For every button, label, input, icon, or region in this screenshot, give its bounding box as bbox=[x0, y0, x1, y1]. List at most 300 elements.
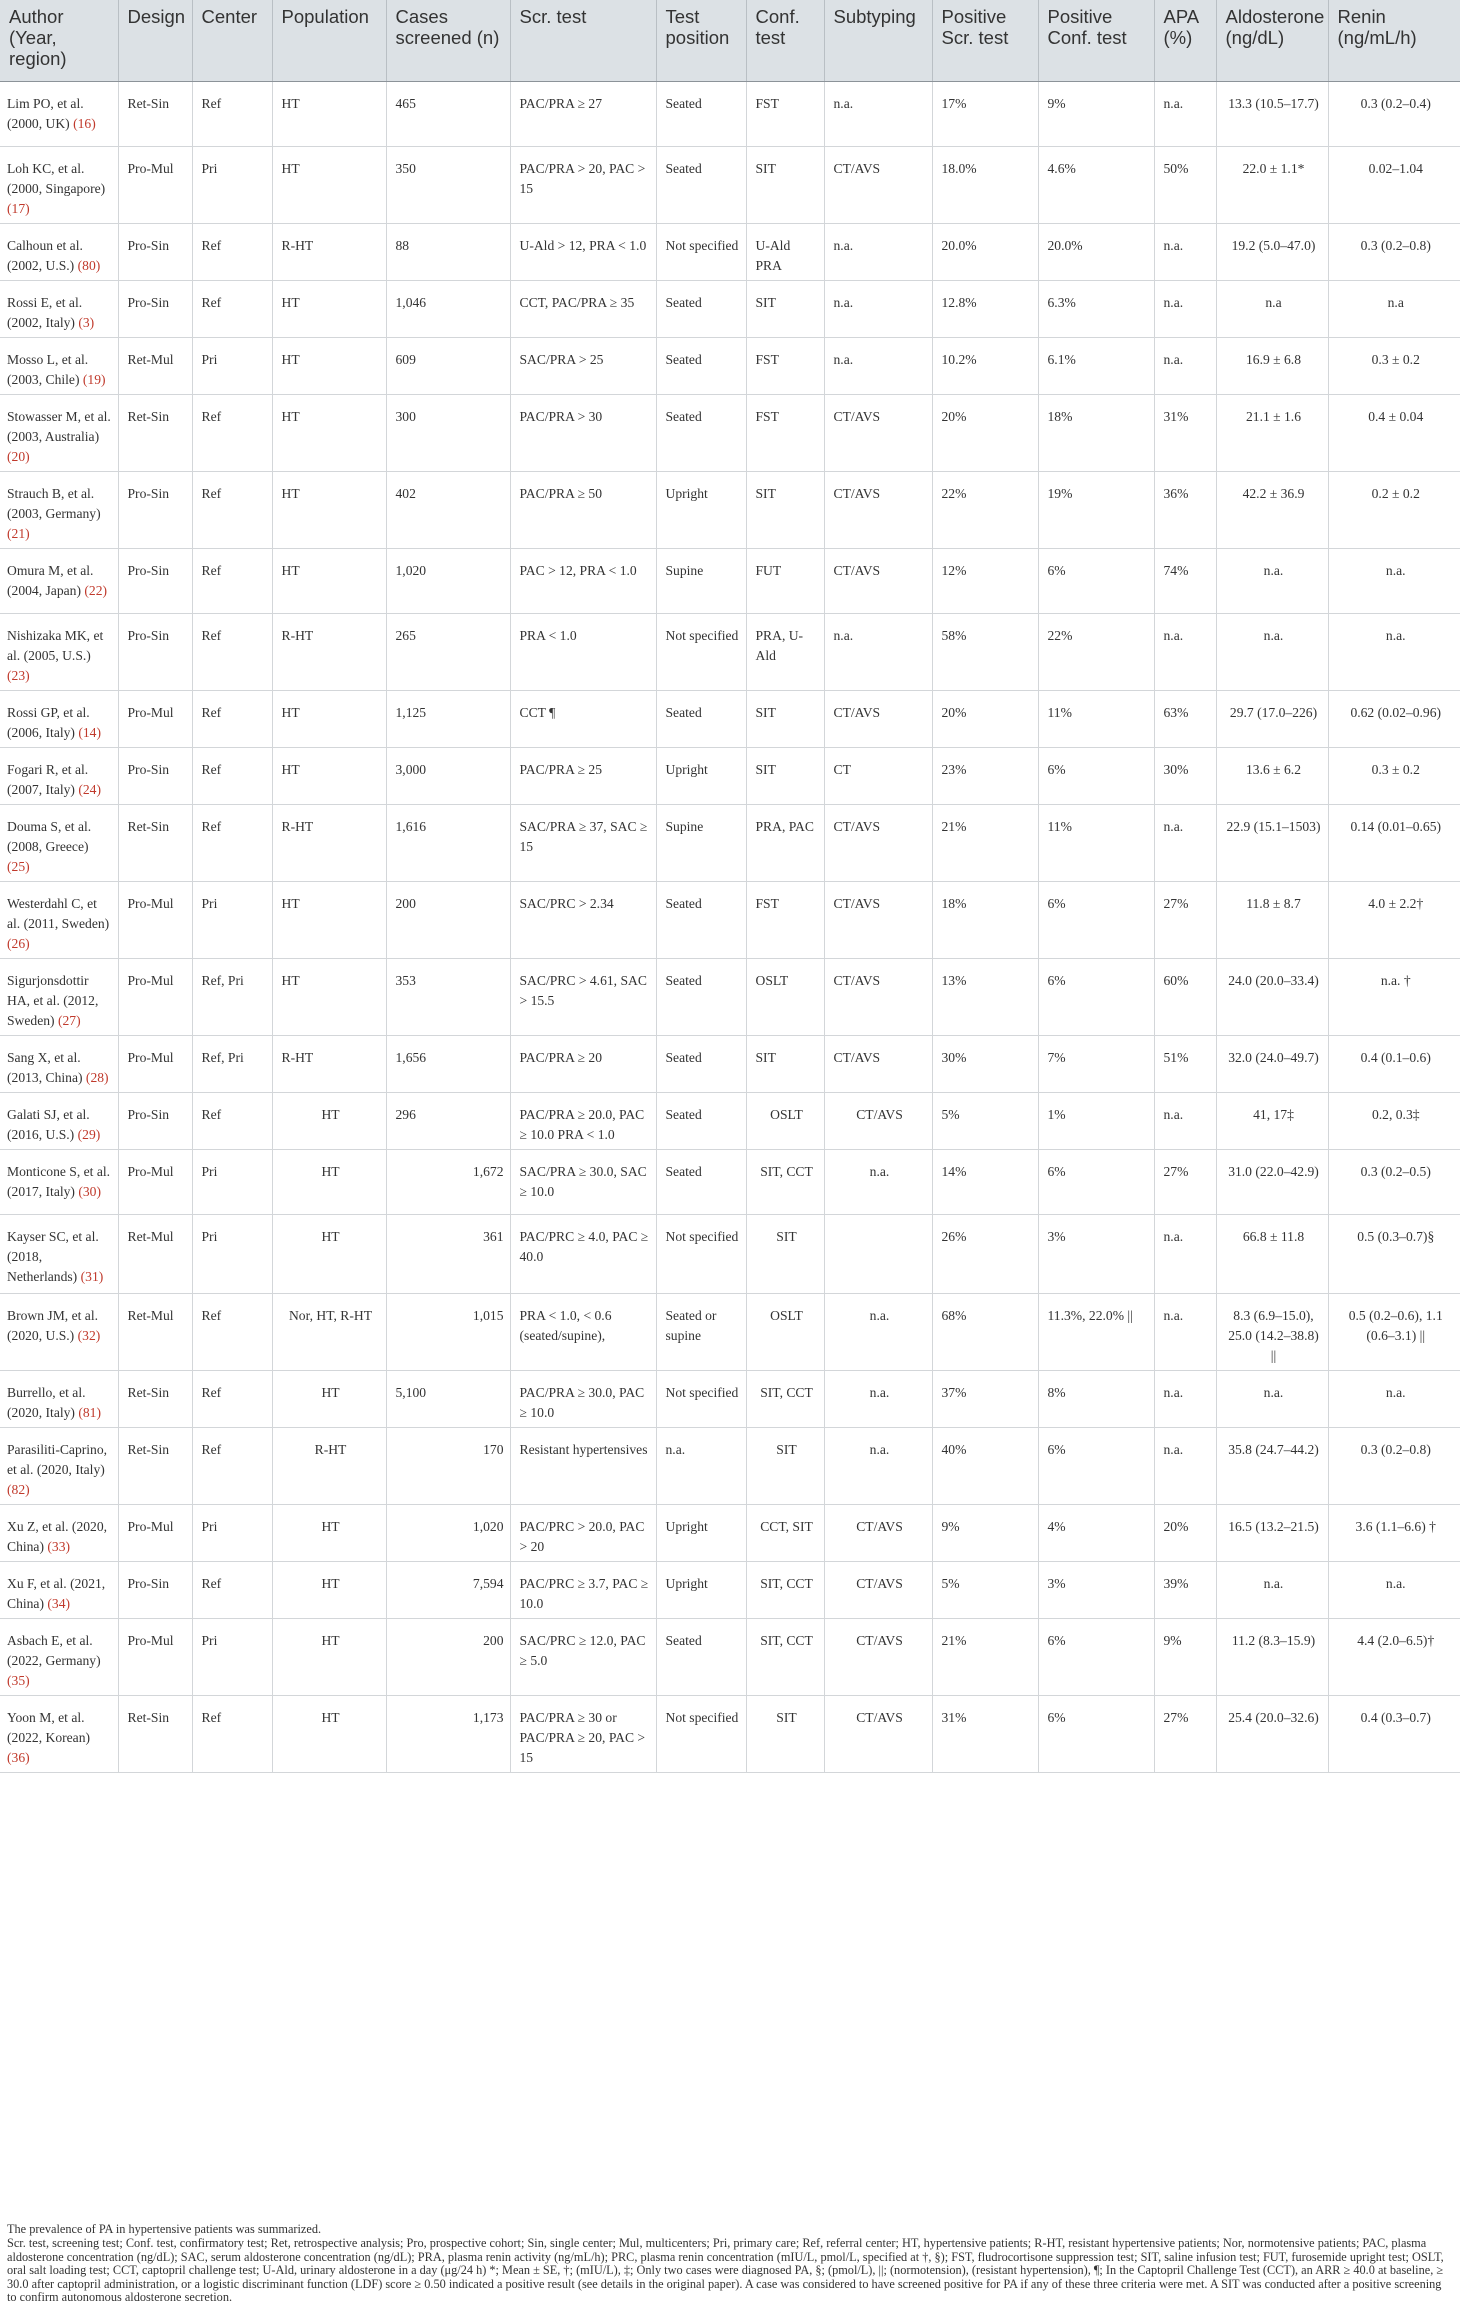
subtyping-cell: n.a. bbox=[824, 337, 932, 394]
reference-link[interactable]: (35) bbox=[7, 1672, 30, 1688]
cases-cell: 1,173 bbox=[386, 1695, 510, 1772]
center-cell: Pri bbox=[192, 146, 272, 223]
design-cell: Pro-Mul bbox=[118, 881, 192, 958]
aldosterone-cell: 22.0 ± 1.1* bbox=[1216, 146, 1328, 223]
positive-screening-cell: 10.2% bbox=[932, 337, 1038, 394]
aldosterone-cell: n.a. bbox=[1216, 548, 1328, 613]
author-text: Monticone S, et al. (2017, Italy) bbox=[7, 1163, 111, 1199]
center-cell: Pri bbox=[192, 1504, 272, 1561]
column-header: Scr. test bbox=[510, 0, 656, 81]
test-position-cell: Seated bbox=[656, 1618, 746, 1695]
author-cell bbox=[0, 881, 118, 958]
apa-cell: 51% bbox=[1154, 1035, 1216, 1092]
reference-link[interactable]: (22) bbox=[84, 582, 108, 598]
table-row bbox=[0, 1092, 1460, 1149]
test-position-cell: Upright bbox=[656, 1561, 746, 1618]
aldosterone-cell: n.a. bbox=[1216, 613, 1328, 690]
author-text: Douma S, et al. (2008, Greece) bbox=[7, 818, 92, 854]
apa-cell: 63% bbox=[1154, 690, 1216, 747]
apa-cell: n.a. bbox=[1154, 1214, 1216, 1293]
positive-confirmatory-cell: 3% bbox=[1038, 1214, 1154, 1293]
center-cell: Ref bbox=[192, 81, 272, 146]
column-header: Population bbox=[272, 0, 386, 81]
positive-screening-cell: 30% bbox=[932, 1035, 1038, 1092]
aldosterone-cell: n.a bbox=[1216, 280, 1328, 337]
center-cell: Ref bbox=[192, 1370, 272, 1427]
design-cell: Pro-Sin bbox=[118, 280, 192, 337]
test-position-cell: Seated bbox=[656, 881, 746, 958]
author-text: Loh KC, et al. (2000, Singapore) bbox=[7, 160, 106, 196]
aldosterone-cell: 25.4 (20.0–32.6) bbox=[1216, 1695, 1328, 1772]
cases-cell: 3,000 bbox=[386, 747, 510, 804]
screening-test-cell: SAC/PRA ≥ 30.0, SAC ≥ 10.0 bbox=[510, 1149, 656, 1214]
table-row bbox=[0, 81, 1460, 146]
apa-cell: 74% bbox=[1154, 548, 1216, 613]
author-cell bbox=[0, 1214, 118, 1293]
author-cell bbox=[0, 1695, 118, 1772]
positive-confirmatory-cell: 6.1% bbox=[1038, 337, 1154, 394]
column-header: Aldosterone (ng/dL) bbox=[1216, 0, 1328, 81]
cases-cell: 1,616 bbox=[386, 804, 510, 881]
aldosterone-cell: 16.5 (13.2–21.5) bbox=[1216, 1504, 1328, 1561]
screening-test-cell: CCT, PAC/PRA ≥ 35 bbox=[510, 280, 656, 337]
cases-cell: 7,594 bbox=[386, 1561, 510, 1618]
subtyping-cell: CT/AVS bbox=[824, 394, 932, 471]
renin-cell: 0.14 (0.01–0.65) bbox=[1328, 804, 1460, 881]
aldosterone-cell: 11.8 ± 8.7 bbox=[1216, 881, 1328, 958]
column-header: Positive Conf. test bbox=[1038, 0, 1154, 81]
positive-confirmatory-cell: 1% bbox=[1038, 1092, 1154, 1149]
population-cell: R-HT bbox=[272, 1035, 386, 1092]
table-row bbox=[0, 747, 1460, 804]
reference-link[interactable]: (36) bbox=[7, 1749, 30, 1765]
aldosterone-cell: 13.3 (10.5–17.7) bbox=[1216, 81, 1328, 146]
author-cell bbox=[0, 223, 118, 280]
author-cell bbox=[0, 1035, 118, 1092]
reference-link[interactable]: (29) bbox=[77, 1126, 101, 1142]
renin-cell: 0.3 ± 0.2 bbox=[1328, 337, 1460, 394]
center-cell: Ref bbox=[192, 394, 272, 471]
subtyping-cell: CT/AVS bbox=[824, 690, 932, 747]
population-cell: HT bbox=[272, 1214, 386, 1293]
author-text: Xu Z, et al. (2020, China) bbox=[7, 1518, 108, 1554]
center-cell: Pri bbox=[192, 1214, 272, 1293]
author-text: Sigurjonsdottir HA, et al. (2012, Sweden) bbox=[7, 972, 99, 1028]
design-cell: Pro-Sin bbox=[118, 1561, 192, 1618]
center-cell: Ref bbox=[192, 1695, 272, 1772]
screening-test-cell: PAC > 12, PRA < 1.0 bbox=[510, 548, 656, 613]
population-cell: HT bbox=[272, 881, 386, 958]
author-text: Calhoun et al. (2002, U.S.) bbox=[7, 237, 83, 273]
reference-link[interactable]: (14) bbox=[78, 724, 102, 740]
reference-link[interactable]: (24) bbox=[78, 781, 102, 797]
apa-cell: 27% bbox=[1154, 881, 1216, 958]
table-header bbox=[0, 0, 1460, 81]
positive-screening-cell: 68% bbox=[932, 1293, 1038, 1370]
positive-screening-cell: 17% bbox=[932, 81, 1038, 146]
cases-cell: 1,672 bbox=[386, 1149, 510, 1214]
apa-cell: n.a. bbox=[1154, 613, 1216, 690]
subtyping-cell: CT/AVS bbox=[824, 1618, 932, 1695]
reference-link[interactable]: (19) bbox=[82, 371, 106, 387]
confirmatory-test-cell: PRA, PAC bbox=[746, 804, 824, 881]
cases-cell: 1,015 bbox=[386, 1293, 510, 1370]
test-position-cell: Not specified bbox=[656, 1214, 746, 1293]
reference-link[interactable]: (3) bbox=[78, 314, 95, 330]
screening-test-cell: PAC/PRA ≥ 30 or PAC/PRA ≥ 20, PAC > 15 bbox=[510, 1695, 656, 1772]
reference-link[interactable]: (31) bbox=[80, 1268, 104, 1284]
aldosterone-cell: 32.0 (24.0–49.7) bbox=[1216, 1035, 1328, 1092]
author-cell bbox=[0, 690, 118, 747]
population-cell: HT bbox=[272, 1504, 386, 1561]
aldosterone-cell: 19.2 (5.0–47.0) bbox=[1216, 223, 1328, 280]
aldosterone-cell: 42.2 ± 36.9 bbox=[1216, 471, 1328, 548]
design-cell: Ret-Mul bbox=[118, 1214, 192, 1293]
subtyping-cell: CT/AVS bbox=[824, 1092, 932, 1149]
confirmatory-test-cell: SIT, CCT bbox=[746, 1149, 824, 1214]
aldosterone-cell: 24.0 (20.0–33.4) bbox=[1216, 958, 1328, 1035]
screening-test-cell: SAC/PRA > 25 bbox=[510, 337, 656, 394]
positive-screening-cell: 13% bbox=[932, 958, 1038, 1035]
population-cell: HT bbox=[272, 1561, 386, 1618]
reference-link[interactable]: (16) bbox=[73, 115, 96, 131]
positive-confirmatory-cell: 7% bbox=[1038, 1035, 1154, 1092]
subtyping-cell: CT/AVS bbox=[824, 471, 932, 548]
apa-cell: 20% bbox=[1154, 1504, 1216, 1561]
subtyping-cell: n.a. bbox=[824, 1293, 932, 1370]
test-position-cell: Seated bbox=[656, 690, 746, 747]
apa-cell: n.a. bbox=[1154, 81, 1216, 146]
test-position-cell: Upright bbox=[656, 471, 746, 548]
subtyping-cell: n.a. bbox=[824, 613, 932, 690]
table-row bbox=[0, 1035, 1460, 1092]
cases-cell: 1,020 bbox=[386, 548, 510, 613]
subtyping-cell: CT bbox=[824, 747, 932, 804]
author-cell bbox=[0, 1370, 118, 1427]
author-cell bbox=[0, 1149, 118, 1214]
author-cell bbox=[0, 337, 118, 394]
confirmatory-test-cell: U-Ald PRA bbox=[746, 223, 824, 280]
apa-cell: 50% bbox=[1154, 146, 1216, 223]
center-cell: Ref bbox=[192, 747, 272, 804]
table-row bbox=[0, 548, 1460, 613]
population-cell: HT bbox=[272, 1618, 386, 1695]
author-text: Rossi E, et al. (2002, Italy) bbox=[7, 294, 83, 330]
author-cell bbox=[0, 394, 118, 471]
subtyping-cell: CT/AVS bbox=[824, 1695, 932, 1772]
cases-cell: 265 bbox=[386, 613, 510, 690]
reference-link[interactable]: (27) bbox=[57, 1012, 81, 1028]
positive-screening-cell: 20% bbox=[932, 690, 1038, 747]
renin-cell: n.a. bbox=[1328, 613, 1460, 690]
apa-cell: n.a. bbox=[1154, 223, 1216, 280]
positive-screening-cell: 58% bbox=[932, 613, 1038, 690]
renin-cell: 0.62 (0.02–0.96) bbox=[1328, 690, 1460, 747]
apa-cell: n.a. bbox=[1154, 1092, 1216, 1149]
column-header: Subtyping bbox=[824, 0, 932, 81]
positive-confirmatory-cell: 11% bbox=[1038, 690, 1154, 747]
reference-link[interactable]: (17) bbox=[7, 200, 30, 216]
design-cell: Pro-Mul bbox=[118, 1149, 192, 1214]
apa-cell: n.a. bbox=[1154, 1293, 1216, 1370]
subtyping-cell: CT/AVS bbox=[824, 146, 932, 223]
author-text: Lim PO, et al. (2000, UK) bbox=[7, 95, 84, 131]
population-cell: HT bbox=[272, 1092, 386, 1149]
positive-screening-cell: 37% bbox=[932, 1370, 1038, 1427]
confirmatory-test-cell: CCT, SIT bbox=[746, 1504, 824, 1561]
table-row bbox=[0, 280, 1460, 337]
confirmatory-test-cell: FST bbox=[746, 394, 824, 471]
center-cell: Ref bbox=[192, 690, 272, 747]
column-header: Positive Scr. test bbox=[932, 0, 1038, 81]
test-position-cell: Supine bbox=[656, 804, 746, 881]
cases-cell: 361 bbox=[386, 1214, 510, 1293]
center-cell: Ref, Pri bbox=[192, 958, 272, 1035]
apa-cell: n.a. bbox=[1154, 337, 1216, 394]
author-cell bbox=[0, 1293, 118, 1370]
cases-cell: 1,046 bbox=[386, 280, 510, 337]
renin-cell: 0.02–1.04 bbox=[1328, 146, 1460, 223]
apa-cell: n.a. bbox=[1154, 280, 1216, 337]
renin-cell: 0.3 (0.2–0.8) bbox=[1328, 223, 1460, 280]
author-cell bbox=[0, 1504, 118, 1561]
screening-test-cell: SAC/PRC ≥ 12.0, PAC ≥ 5.0 bbox=[510, 1618, 656, 1695]
subtyping-cell: CT/AVS bbox=[824, 1561, 932, 1618]
design-cell: Ret-Sin bbox=[118, 1695, 192, 1772]
apa-cell: n.a. bbox=[1154, 1370, 1216, 1427]
aldosterone-cell: 22.9 (15.1–1503) bbox=[1216, 804, 1328, 881]
table-row bbox=[0, 394, 1460, 471]
population-cell: HT bbox=[272, 1370, 386, 1427]
design-cell: Pro-Sin bbox=[118, 613, 192, 690]
author-cell bbox=[0, 804, 118, 881]
test-position-cell: Not specified bbox=[656, 1370, 746, 1427]
author-cell bbox=[0, 1618, 118, 1695]
center-cell: Pri bbox=[192, 1618, 272, 1695]
reference-link[interactable]: (34) bbox=[47, 1595, 71, 1611]
population-cell: HT bbox=[272, 337, 386, 394]
aldosterone-cell: 29.7 (17.0–226) bbox=[1216, 690, 1328, 747]
confirmatory-test-cell: FST bbox=[746, 881, 824, 958]
center-cell: Ref bbox=[192, 804, 272, 881]
confirmatory-test-cell: FST bbox=[746, 81, 824, 146]
reference-link[interactable]: (21) bbox=[7, 525, 30, 541]
positive-screening-cell: 22% bbox=[932, 471, 1038, 548]
table-row bbox=[0, 337, 1460, 394]
positive-screening-cell: 18% bbox=[932, 881, 1038, 958]
author-text: Nishizaka MK, et al. (2005, U.S.) bbox=[7, 627, 104, 663]
cases-cell: 1,125 bbox=[386, 690, 510, 747]
screening-test-cell: PAC/PRA ≥ 27 bbox=[510, 81, 656, 146]
apa-cell: 9% bbox=[1154, 1618, 1216, 1695]
reference-link[interactable]: (80) bbox=[77, 257, 101, 273]
subtyping-cell bbox=[824, 1214, 932, 1293]
author-text: Brown JM, et al. (2020, U.S.) bbox=[7, 1307, 98, 1343]
table-row bbox=[0, 804, 1460, 881]
confirmatory-test-cell: SIT, CCT bbox=[746, 1618, 824, 1695]
positive-confirmatory-cell: 4% bbox=[1038, 1504, 1154, 1561]
author-cell bbox=[0, 958, 118, 1035]
confirmatory-test-cell: SIT bbox=[746, 1214, 824, 1293]
design-cell: Pro-Sin bbox=[118, 471, 192, 548]
positive-screening-cell: 20.0% bbox=[932, 223, 1038, 280]
renin-cell: 3.6 (1.1–6.6) † bbox=[1328, 1504, 1460, 1561]
column-header: Center bbox=[192, 0, 272, 81]
population-cell: HT bbox=[272, 1695, 386, 1772]
center-cell: Pri bbox=[192, 337, 272, 394]
table-row bbox=[0, 1618, 1460, 1695]
renin-cell: 0.4 (0.3–0.7) bbox=[1328, 1695, 1460, 1772]
design-cell: Pro-Mul bbox=[118, 690, 192, 747]
positive-confirmatory-cell: 6% bbox=[1038, 958, 1154, 1035]
test-position-cell: Seated bbox=[656, 337, 746, 394]
author-text: Omura M, et al. (2004, Japan) bbox=[7, 562, 94, 598]
reference-link[interactable]: (26) bbox=[7, 935, 30, 951]
cases-cell: 350 bbox=[386, 146, 510, 223]
table-row bbox=[0, 146, 1460, 223]
positive-confirmatory-cell: 6% bbox=[1038, 548, 1154, 613]
cases-cell: 353 bbox=[386, 958, 510, 1035]
design-cell: Pro-Sin bbox=[118, 548, 192, 613]
subtyping-cell: CT/AVS bbox=[824, 881, 932, 958]
screening-test-cell: SAC/PRA ≥ 37, SAC ≥ 15 bbox=[510, 804, 656, 881]
author-text: Fogari R, et al. (2007, Italy) bbox=[7, 761, 89, 797]
subtyping-cell: n.a. bbox=[824, 81, 932, 146]
renin-cell: 0.2 ± 0.2 bbox=[1328, 471, 1460, 548]
cases-cell: 300 bbox=[386, 394, 510, 471]
center-cell: Ref bbox=[192, 613, 272, 690]
test-position-cell: Seated bbox=[656, 1092, 746, 1149]
test-position-cell: Seated bbox=[656, 958, 746, 1035]
reference-link[interactable]: (81) bbox=[78, 1404, 102, 1420]
center-cell: Ref bbox=[192, 280, 272, 337]
author-cell bbox=[0, 81, 118, 146]
cases-cell: 609 bbox=[386, 337, 510, 394]
apa-cell: n.a. bbox=[1154, 1427, 1216, 1504]
reference-link[interactable]: (32) bbox=[77, 1327, 101, 1343]
aldosterone-cell: 31.0 (22.0–42.9) bbox=[1216, 1149, 1328, 1214]
design-cell: Ret-Mul bbox=[118, 337, 192, 394]
test-position-cell: Seated bbox=[656, 81, 746, 146]
cases-cell: 465 bbox=[386, 81, 510, 146]
positive-confirmatory-cell: 6% bbox=[1038, 1695, 1154, 1772]
positive-screening-cell: 5% bbox=[932, 1561, 1038, 1618]
screening-test-cell: U-Ald > 12, PRA < 1.0 bbox=[510, 223, 656, 280]
author-cell bbox=[0, 1561, 118, 1618]
positive-confirmatory-cell: 6% bbox=[1038, 881, 1154, 958]
subtyping-cell: CT/AVS bbox=[824, 804, 932, 881]
author-cell bbox=[0, 471, 118, 548]
positive-confirmatory-cell: 8% bbox=[1038, 1370, 1154, 1427]
center-cell: Ref bbox=[192, 1092, 272, 1149]
center-cell: Ref bbox=[192, 548, 272, 613]
renin-cell: 0.4 ± 0.04 bbox=[1328, 394, 1460, 471]
screening-test-cell: PAC/PRC > 20.0, PAC > 20 bbox=[510, 1504, 656, 1561]
table-row bbox=[0, 223, 1460, 280]
subtyping-cell: CT/AVS bbox=[824, 958, 932, 1035]
author-cell bbox=[0, 613, 118, 690]
renin-cell: 0.3 (0.2–0.4) bbox=[1328, 81, 1460, 146]
aldosterone-cell: n.a. bbox=[1216, 1561, 1328, 1618]
confirmatory-test-cell: SIT bbox=[746, 1695, 824, 1772]
test-position-cell: Seated bbox=[656, 1149, 746, 1214]
renin-cell: 0.4 (0.1–0.6) bbox=[1328, 1035, 1460, 1092]
population-cell: HT bbox=[272, 146, 386, 223]
population-cell: HT bbox=[272, 747, 386, 804]
renin-cell: 0.3 (0.2–0.5) bbox=[1328, 1149, 1460, 1214]
screening-test-cell: Resistant hypertensives bbox=[510, 1427, 656, 1504]
author-cell bbox=[0, 280, 118, 337]
positive-confirmatory-cell: 19% bbox=[1038, 471, 1154, 548]
positive-confirmatory-cell: 4.6% bbox=[1038, 146, 1154, 223]
apa-cell: 31% bbox=[1154, 394, 1216, 471]
cases-cell: 296 bbox=[386, 1092, 510, 1149]
positive-screening-cell: 14% bbox=[932, 1149, 1038, 1214]
design-cell: Ret-Sin bbox=[118, 81, 192, 146]
positive-confirmatory-cell: 6% bbox=[1038, 1427, 1154, 1504]
subtyping-cell: n.a. bbox=[824, 1149, 932, 1214]
test-position-cell: Seated bbox=[656, 146, 746, 223]
apa-cell: 30% bbox=[1154, 747, 1216, 804]
cases-cell: 200 bbox=[386, 1618, 510, 1695]
apa-cell: 39% bbox=[1154, 1561, 1216, 1618]
reference-link[interactable]: (20) bbox=[7, 448, 30, 464]
cases-cell: 402 bbox=[386, 471, 510, 548]
column-header: APA (%) bbox=[1154, 0, 1216, 81]
screening-test-cell: PAC/PRA ≥ 20.0, PAC ≥ 10.0 PRA < 1.0 bbox=[510, 1092, 656, 1149]
design-cell: Pro-Mul bbox=[118, 146, 192, 223]
positive-screening-cell: 26% bbox=[932, 1214, 1038, 1293]
author-text: Mosso L, et al. (2003, Chile) bbox=[7, 351, 89, 387]
author-text: Westerdahl C, et al. (2011, Sweden) bbox=[7, 895, 110, 931]
positive-screening-cell: 21% bbox=[932, 1618, 1038, 1695]
renin-cell: n.a. bbox=[1328, 1370, 1460, 1427]
screening-test-cell: PAC/PRA ≥ 25 bbox=[510, 747, 656, 804]
positive-confirmatory-cell: 6% bbox=[1038, 747, 1154, 804]
subtyping-cell: n.a. bbox=[824, 1370, 932, 1427]
renin-cell: 4.4 (2.0–6.5)† bbox=[1328, 1618, 1460, 1695]
table-body bbox=[0, 81, 1460, 1772]
screening-test-cell: PAC/PRA ≥ 30.0, PAC ≥ 10.0 bbox=[510, 1370, 656, 1427]
positive-screening-cell: 12% bbox=[932, 548, 1038, 613]
renin-cell: n.a. bbox=[1328, 1561, 1460, 1618]
table-footnote-abbreviations: Scr. test, screening test; Conf. test, confirmatory test; Ret, retrospective analysis; Pro, prospective cohort; Sin, single center; Mul, multicenters; Pri, primary care; Ref, referral center; HT, hypertensive patients; R-HT, resistant hypertensive patients; Nor, normotensive patients; PAC, plasma aldosterone concentration (ng/dL); SAC, serum aldosterone concentration (ng/dL); PRA, plasma renin activity (ng/mL/h); PRC, plasma renin concentration (mIU/L, pmol/L, specified at †, §); FST, fludrocortisone suppression test; SIT, saline infusion test; FUT, furosemide upright test; OSLT, oral salt loading test; CCT, captopril challenge test; U-Ald, urinary aldosterone in a day (μg/24 h) *; Mean ± SE, †; (mIU/L), ‡; Only two cases were diagnosed PA, §; (pmol/L), ||; (normotension), (resistant hypertension), ¶; In the Captopril Challenge Test (CCT), an ARR ≥ 40.0 at baseline, ≥ 30.0 after captopril administration, or a logistic discriminant function (LDF) score ≥ 0.50 indicated a positive result (see details in the original paper). A case was considered to have screened positive for PA if any of these three criteria were met. A SIT was conducted after a positive screening to confirm autonomous aldosterone secretion. bbox=[7, 2236, 1444, 2305]
screening-test-cell: PAC/PRA > 30 bbox=[510, 394, 656, 471]
header-row bbox=[0, 0, 1460, 81]
center-cell: Ref, Pri bbox=[192, 1035, 272, 1092]
column-header: Design bbox=[118, 0, 192, 81]
subtyping-cell: CT/AVS bbox=[824, 548, 932, 613]
center-cell: Pri bbox=[192, 1149, 272, 1214]
author-text: Galati SJ, et al. (2016, U.S.) bbox=[7, 1106, 90, 1142]
reference-link[interactable]: (23) bbox=[7, 667, 30, 683]
reference-link[interactable]: (25) bbox=[7, 858, 30, 874]
reference-link[interactable]: (30) bbox=[78, 1183, 102, 1199]
reference-link[interactable]: (33) bbox=[47, 1538, 71, 1554]
confirmatory-test-cell: SIT bbox=[746, 747, 824, 804]
cases-cell: 5,100 bbox=[386, 1370, 510, 1427]
reference-link[interactable]: (28) bbox=[85, 1069, 109, 1085]
aldosterone-cell: 21.1 ± 1.6 bbox=[1216, 394, 1328, 471]
positive-screening-cell: 20% bbox=[932, 394, 1038, 471]
reference-link[interactable]: (82) bbox=[7, 1481, 30, 1497]
population-cell: R-HT bbox=[272, 804, 386, 881]
design-cell: Pro-Sin bbox=[118, 223, 192, 280]
design-cell: Pro-Mul bbox=[118, 958, 192, 1035]
test-position-cell: Upright bbox=[656, 1504, 746, 1561]
author-text: Xu F, et al. (2021, China) bbox=[7, 1575, 106, 1611]
column-header: Renin (ng/mL/h) bbox=[1328, 0, 1460, 81]
